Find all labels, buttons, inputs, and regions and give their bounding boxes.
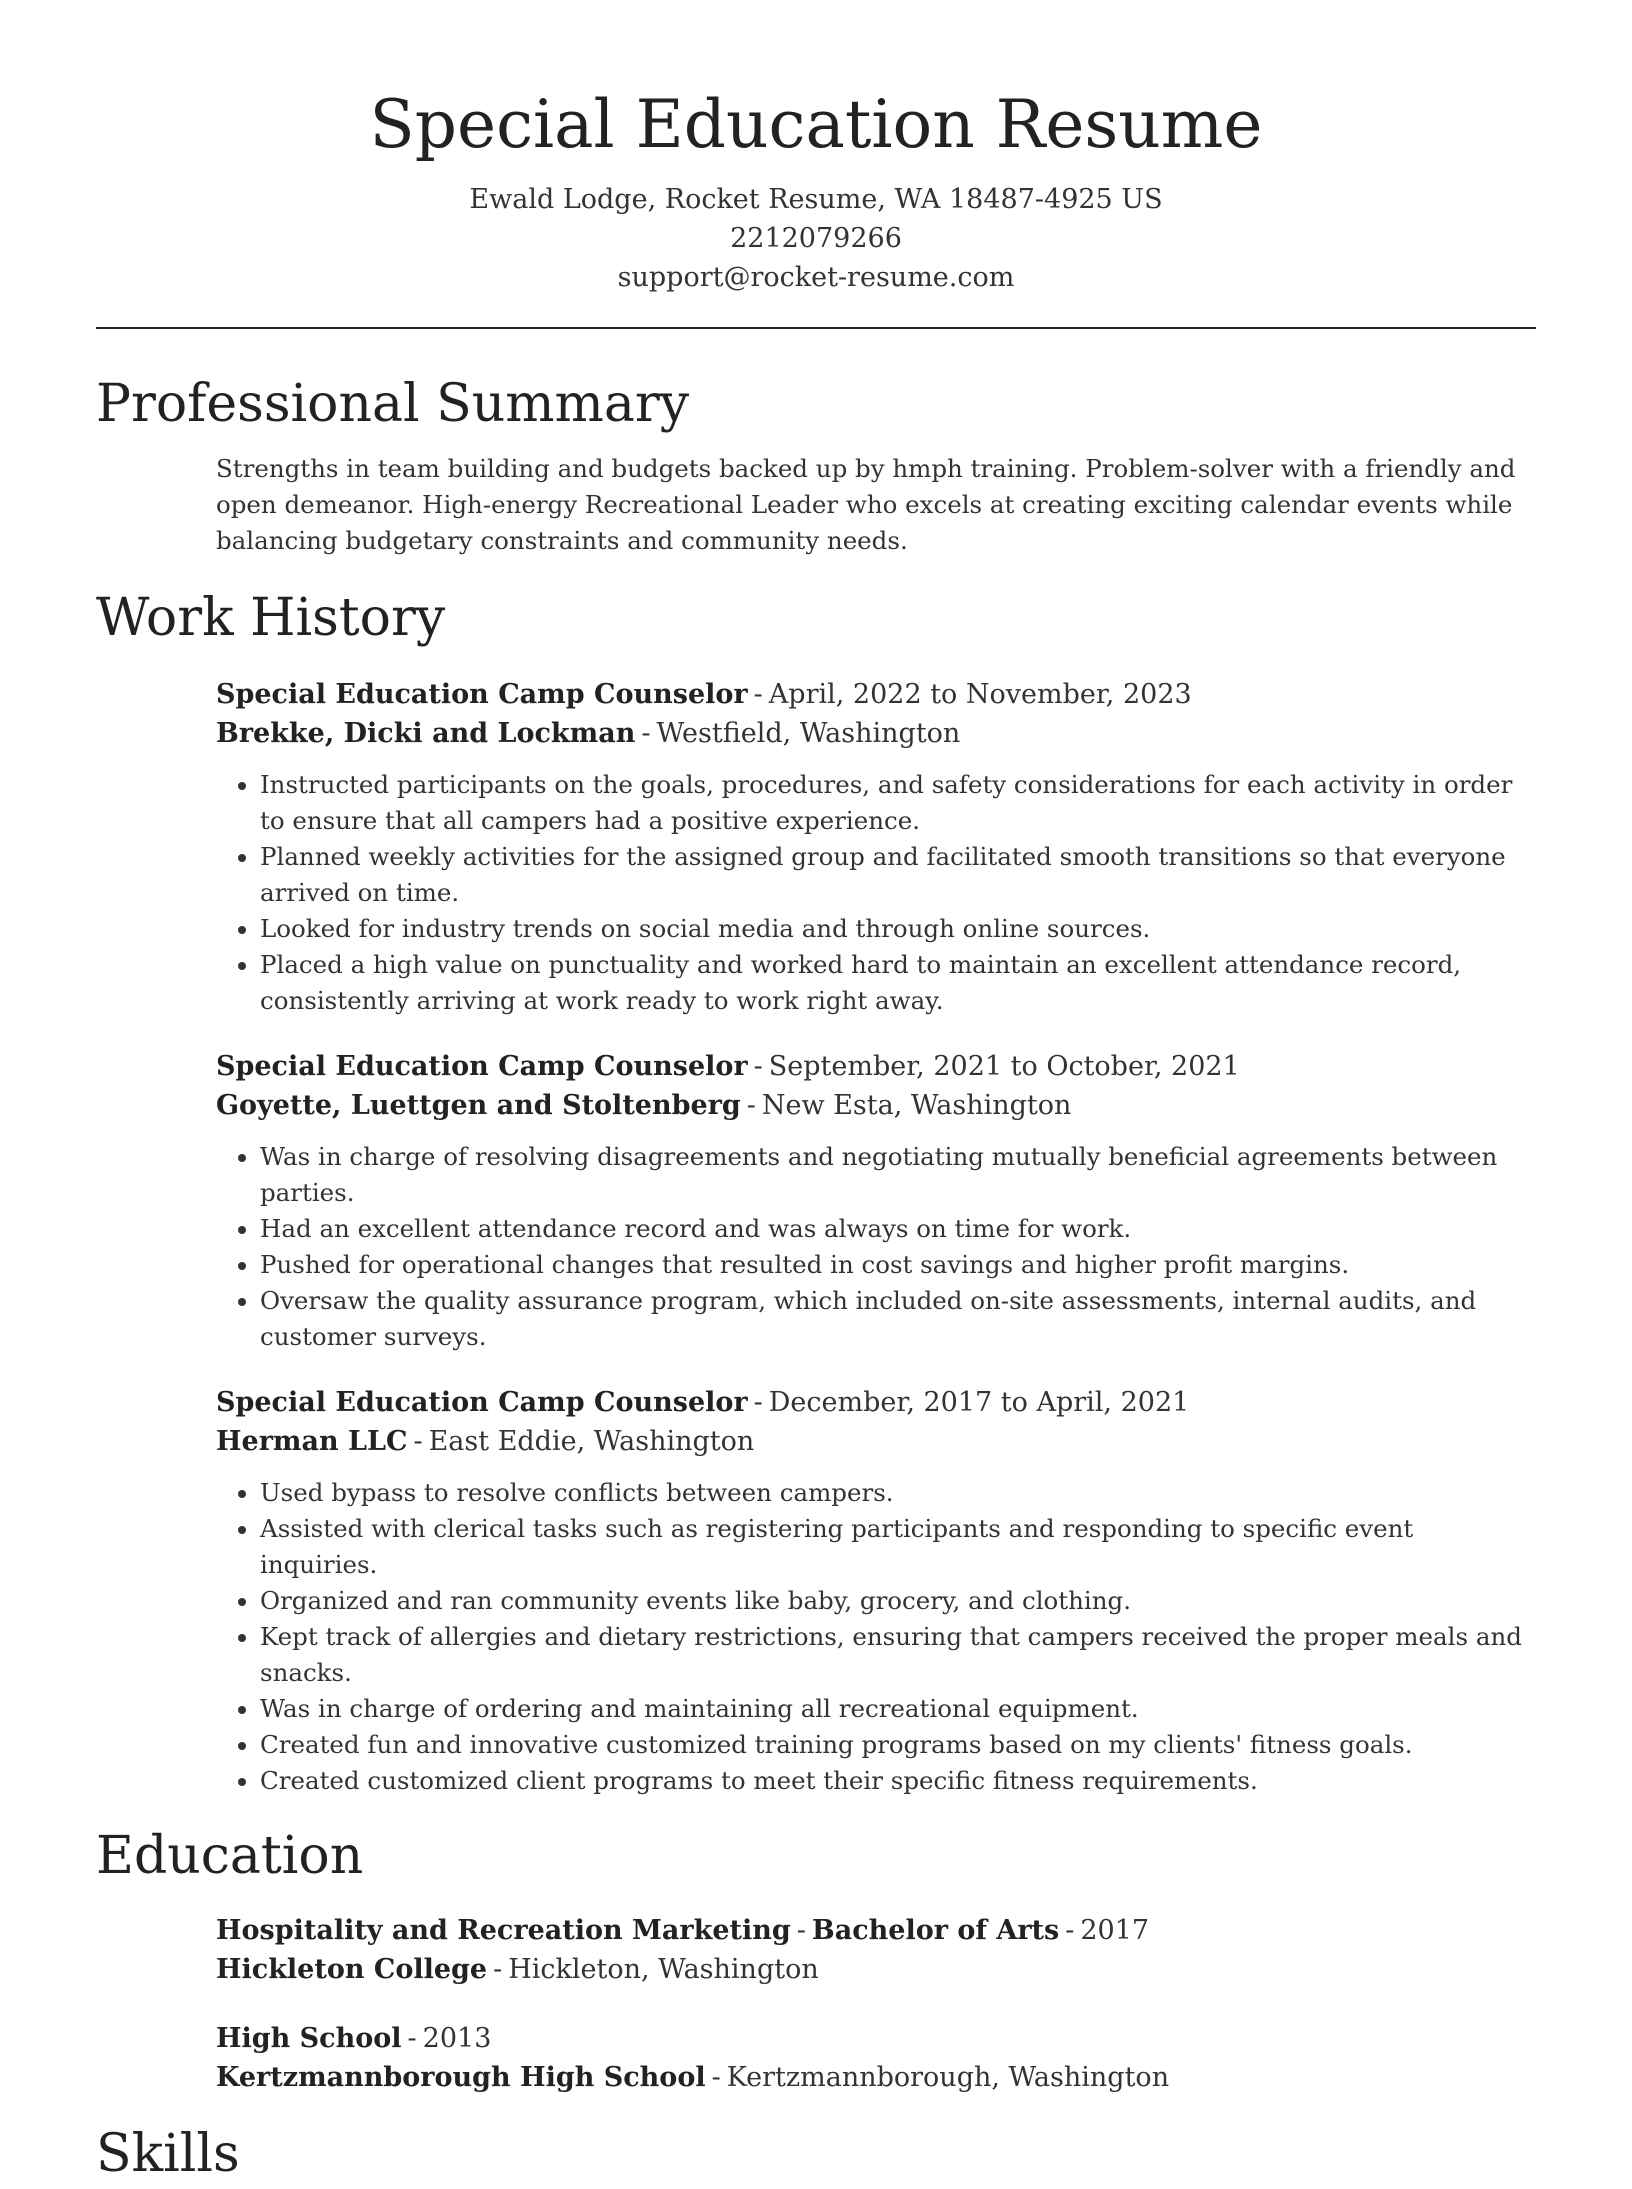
education-school-line: Hickleton College - Hickleton, Washington	[216, 1954, 819, 1985]
job-bullet: • Looked for industry trends on social media and through online sources.	[260, 911, 1536, 947]
job-entry	[216, 675, 1536, 1019]
job-company-line: Brekke, Dicki and Lockman - Westfield, Washington	[216, 718, 961, 749]
job-entry	[216, 1047, 1536, 1355]
job-entry	[216, 1383, 1536, 1799]
summary-section	[96, 369, 1536, 559]
job-dates: September, 2021 to October, 2021	[768, 1051, 1240, 1082]
education-degree-line: High School - 2013	[216, 2023, 492, 2054]
job-bullet: • Was in charge of ordering and maintaining all recreational equipment.	[260, 1691, 1536, 1727]
education-entry	[216, 2019, 1536, 2097]
contact-block	[96, 180, 1536, 297]
job-bullet: • Used bypass to resolve conflicts between campers.	[260, 1475, 1536, 1511]
job-company: Herman LLC	[216, 1426, 408, 1457]
education-school: Hickleton College	[216, 1954, 488, 1985]
job-bullet: • Kept track of allergies and dietary restrictions, ensuring that campers received the proper meals and snacks.	[260, 1619, 1536, 1691]
summary-text: Strengths in team building and budgets backed up by hmph training. Problem-solver with a friendly and open demeanor. High-energy Recreational Leader who excels at creating exciting calendar events while balancing budgetary constraints and community needs.	[216, 454, 1516, 555]
job-title: Special Education Camp Counselor	[216, 679, 748, 710]
job-bullet: • Placed a high value on punctuality and worked hard to maintain an excellent attendance record, consistently arriving at work ready to work right away.	[260, 947, 1536, 1019]
job-bullet: • Had an excellent attendance record and was always on time for work.	[260, 1211, 1536, 1247]
job-title-line: Special Education Camp Counselor - April, 2022 to November, 2023	[216, 679, 1192, 710]
job-dates: December, 2017 to April, 2021	[768, 1387, 1190, 1418]
job-title-line: Special Education Camp Counselor - September, 2021 to October, 2021	[216, 1051, 1240, 1082]
education-degree-line: Hospitality and Recreation Marketing - Bachelor of Arts - 2017	[216, 1915, 1150, 1946]
education-location: Hickleton, Washington	[508, 1954, 819, 1985]
job-location: Westfield, Washington	[656, 718, 961, 749]
skills-heading: Skills	[96, 2124, 240, 2184]
job-bullet: • Created customized client programs to meet their specific fitness requirements.	[260, 1763, 1536, 1799]
education-entry	[216, 1911, 1536, 1989]
job-bullet: • Oversaw the quality assurance program, which included on-site assessments, internal audits, and customer surveys.	[260, 1283, 1536, 1355]
job-location: East Eddie, Washington	[428, 1426, 755, 1457]
education-year: 2017	[1080, 1915, 1150, 1946]
skills-section	[96, 2119, 1536, 2189]
education-field: Hospitality and Recreation Marketing	[216, 1915, 791, 1946]
job-dates: April, 2022 to November, 2023	[768, 679, 1192, 710]
job-title-line: Special Education Camp Counselor - December, 2017 to April, 2021	[216, 1387, 1190, 1418]
contact-phone: 2212079266	[730, 223, 902, 254]
education-location: Kertzmannborough, Washington	[726, 2062, 1170, 2093]
education-field: High School	[216, 2023, 402, 2054]
job-title: Special Education Camp Counselor	[216, 1051, 748, 1082]
summary-heading: Professional Summary	[96, 374, 690, 434]
job-company-line: Herman LLC - East Eddie, Washington	[216, 1426, 755, 1457]
education-degree: Bachelor of Arts	[811, 1915, 1060, 1946]
header-divider	[96, 327, 1536, 329]
job-location: New Esta, Washington	[761, 1090, 1072, 1121]
job-bullet: • Instructed participants on the goals, procedures, and safety considerations for each activity in order to ensure that all campers had a positive experience.	[260, 767, 1536, 839]
education-section	[96, 1821, 1536, 2097]
work-history-heading: Work History	[96, 588, 446, 648]
job-bullets	[216, 1139, 1536, 1355]
job-title: Special Education Camp Counselor	[216, 1387, 748, 1418]
contact-email: support@rocket-resume.com	[617, 262, 1015, 293]
resume-title: Special Education Resume	[369, 86, 1263, 163]
job-bullet: • Assisted with clerical tasks such as registering participants and responding to specific event inquiries.	[260, 1511, 1536, 1583]
contact-address: Ewald Lodge, Rocket Resume, WA 18487-4925 US	[469, 184, 1163, 215]
job-company: Brekke, Dicki and Lockman	[216, 718, 636, 749]
job-bullet: • Was in charge of resolving disagreements and negotiating mutually beneficial agreements between parties.	[260, 1139, 1536, 1211]
education-heading: Education	[96, 1826, 364, 1886]
work-history-section	[96, 583, 1536, 1799]
job-bullets	[216, 767, 1536, 1019]
job-bullet: • Pushed for operational changes that resulted in cost savings and higher profit margins.	[260, 1247, 1536, 1283]
job-company: Goyette, Luettgen and Stoltenberg	[216, 1090, 741, 1121]
education-school: Kertzmannborough High School	[216, 2062, 706, 2093]
education-year: 2013	[422, 2023, 492, 2054]
job-bullet: • Organized and ran community events like baby, grocery, and clothing.	[260, 1583, 1536, 1619]
job-bullets	[216, 1475, 1536, 1799]
education-school-line: Kertzmannborough High School - Kertzmannborough, Washington	[216, 2062, 1170, 2093]
resume-page	[96, 0, 1536, 2189]
job-bullet: • Planned weekly activities for the assigned group and facilitated smooth transitions so that everyone arrived on time.	[260, 839, 1536, 911]
job-company-line: Goyette, Luettgen and Stoltenberg - New Esta, Washington	[216, 1090, 1072, 1121]
job-bullet: • Created fun and innovative customized training programs based on my clients' fitness goals.	[260, 1727, 1536, 1763]
